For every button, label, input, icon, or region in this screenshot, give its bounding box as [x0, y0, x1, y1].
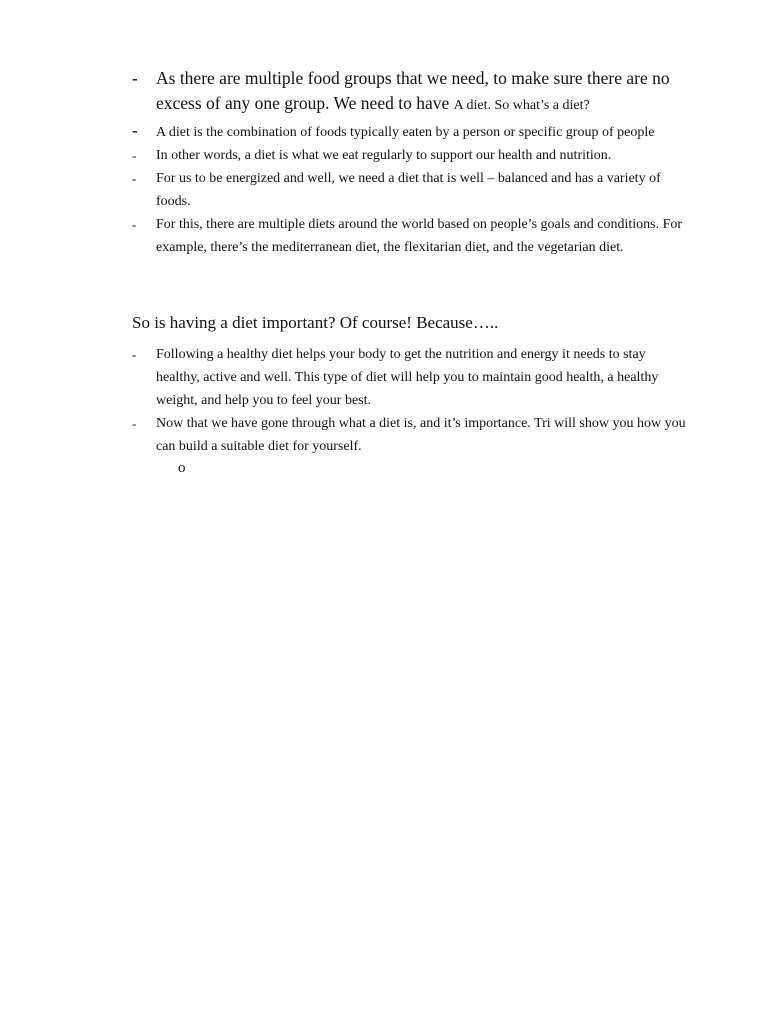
diet-importance-list	[132, 343, 692, 458]
list-item	[132, 167, 692, 213]
list-item-text-tail: A diet. So what’s a diet?	[453, 98, 590, 113]
bullet-dash: -	[132, 416, 137, 431]
list-item-text: Now that we have gone through what a diet is, and it’s importance. Tri will show you how you can build a suitable diet for yourself.	[156, 416, 686, 454]
list-item	[132, 213, 692, 259]
bullet-dash: -	[132, 347, 137, 362]
list-item	[132, 144, 692, 167]
list-item-text: Following a healthy diet helps your body to get the nutrition and energy it needs to stay healthy, active and well. This type of diet will help you to maintain good health, a healthy weight, and help you to feel your best.	[156, 347, 659, 408]
bullet-dash: -	[132, 148, 137, 163]
empty-sub-bullet: o	[178, 460, 186, 476]
list-item	[132, 66, 692, 118]
bullet-dash: -	[132, 217, 137, 232]
bullet-dash: -	[132, 171, 137, 186]
section-heading: So is having a diet important? Of course! Because…..	[132, 313, 499, 332]
list-item-text: For us to be energized and well, we need a diet that is well – balanced and has a variety of foods.	[156, 171, 661, 209]
list-item	[132, 343, 692, 412]
bullet-dash: -	[132, 69, 138, 88]
bullet-dash: -	[132, 121, 138, 140]
list-item-text: In other words, a diet is what we eat regularly to support our health and nutrition.	[156, 148, 612, 163]
diet-definition-list	[132, 66, 692, 259]
list-item-text: A diet is the combination of foods typically eaten by a person or specific group of people	[156, 125, 655, 140]
list-item	[132, 121, 692, 144]
list-item-text: As there are multiple food groups that we need, to make sure there are no excess of any one group. We need to have	[156, 68, 670, 113]
list-item-text: For this, there are multiple diets around the world based on people’s goals and conditions. For example, there’s the mediterranean diet, the flexitarian diet, and the vegetarian diet.	[156, 217, 683, 255]
list-item	[132, 412, 692, 458]
